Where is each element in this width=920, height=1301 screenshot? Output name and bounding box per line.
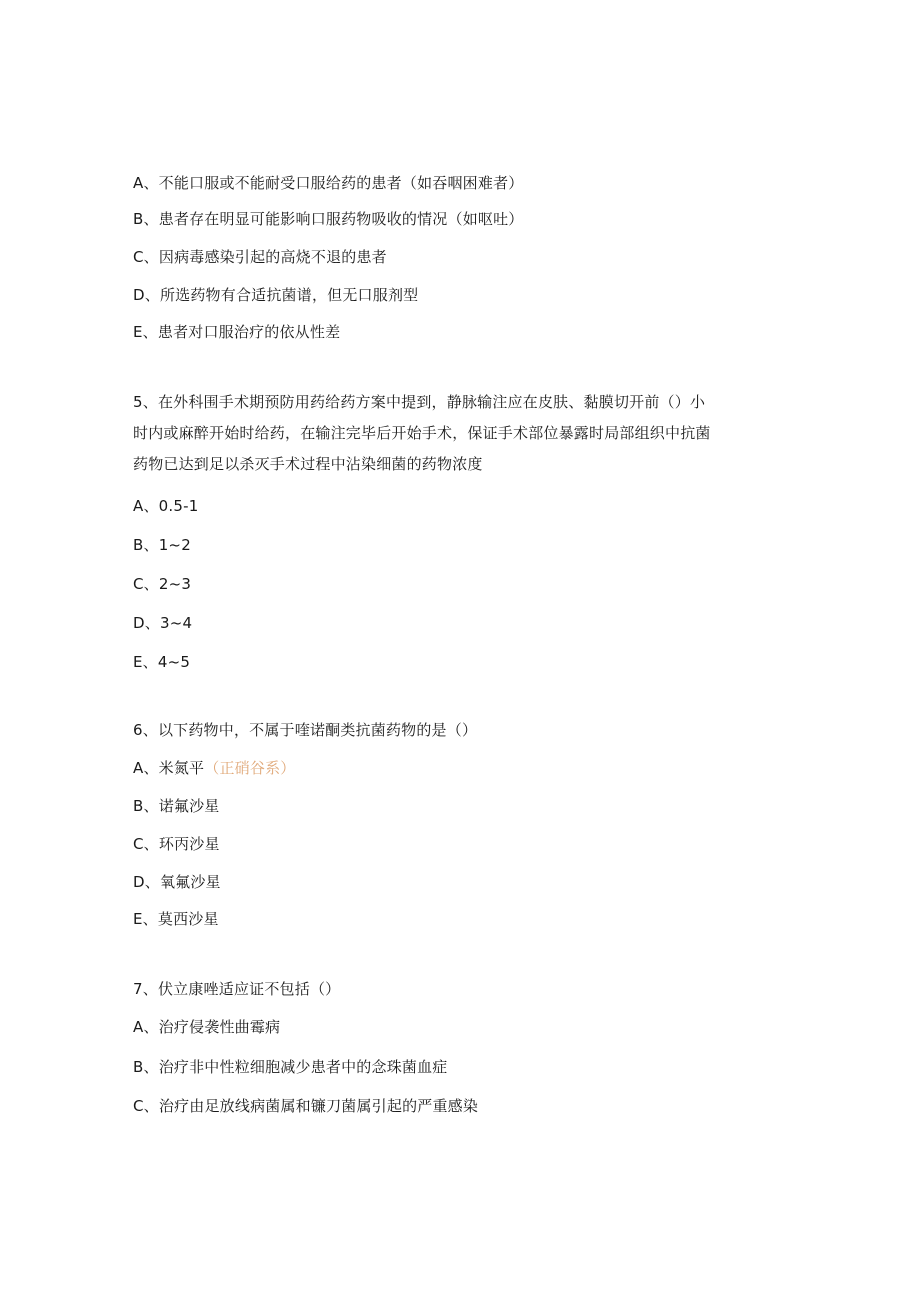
q4-option-e: E、患者对口服治疗的依从性差 xyxy=(133,323,341,341)
q4-option-d: D、所选药物有合适抗菌谱，但无口服剂型 xyxy=(133,286,419,304)
q6-option-a-text: A、米氮平 xyxy=(133,759,205,777)
q6-option-b: B、诺氟沙星 xyxy=(133,797,220,815)
q5-option-b: B、1~2 xyxy=(133,536,191,554)
q6-stem: 6、以下药物中，不属于喹诺酮类抗菌药物的是（） xyxy=(133,721,478,739)
q4-option-b: B、患者存在明显可能影响口服药物吸收的情况（如呕吐） xyxy=(133,210,524,228)
q5-stem-line-3: 药物已达到足以杀灭手术过程中沾染细菌的药物浓度 xyxy=(133,455,483,473)
q7-option-c: C、治疗由足放线病菌属和镰刀菌属引起的严重感染 xyxy=(133,1097,479,1115)
q5-option-e: E、4~5 xyxy=(133,653,191,671)
q7-option-b: B、治疗非中性粒细胞减少患者中的念珠菌血症 xyxy=(133,1058,448,1076)
q5-option-d: D、3~4 xyxy=(133,614,193,632)
q5-stem xyxy=(133,387,783,480)
q6-option-a-note: （正硝谷系） xyxy=(204,759,296,777)
q5-stem-line-2: 时内或麻醉开始时给药，在输注完毕后开始手术，保证手术部位暴露时局部组织中抗菌 xyxy=(133,424,711,442)
q4-option-a: A、不能口服或不能耐受口服给药的患者（如吞咽困难者） xyxy=(133,174,524,192)
q5-stem-line-1: 5、在外科围手术期预防用药给药方案中提到，静脉输注应在皮肤、黏膜切开前（）小 xyxy=(133,393,706,411)
q7-stem: 7、伏立康唑适应证不包括（） xyxy=(133,980,341,998)
q5-option-c: C、2~3 xyxy=(133,575,192,593)
q6-option-d: D、氧氟沙星 xyxy=(133,873,221,891)
q6-option-c: C、环丙沙星 xyxy=(133,835,220,853)
q6-option-a xyxy=(133,758,295,778)
q4-option-c: C、因病毒感染引起的高烧不退的患者 xyxy=(133,248,387,266)
q7-option-a: A、治疗侵袭性曲霉病 xyxy=(133,1018,281,1036)
q5-option-a: A、0.5-1 xyxy=(133,497,199,515)
q6-option-e: E、莫西沙星 xyxy=(133,910,219,928)
